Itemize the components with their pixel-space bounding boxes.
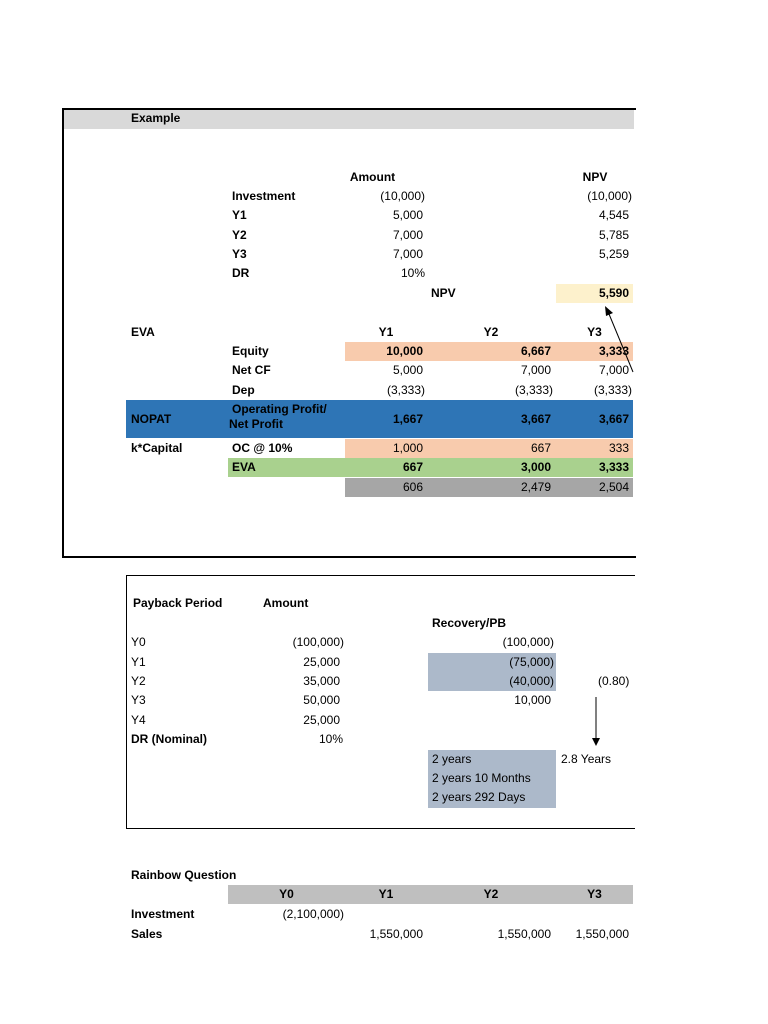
equity-y1: 10,000 (386, 344, 423, 358)
payback-col-amount: Amount (263, 596, 309, 610)
kcap-y3: 333 (608, 441, 629, 455)
pv-row-y2: 2,479 (520, 480, 551, 494)
arrow-npv-icon (600, 300, 640, 380)
pv-row-y3: 2,504 (598, 480, 629, 494)
rainbow-header-y0: Y0 (279, 887, 294, 901)
payback-amount-y4: 25,000 (303, 713, 340, 727)
payback-recovery-y3: 10,000 (514, 693, 551, 707)
dep-y3: (3,333) (593, 383, 632, 397)
nopat-y2: 3,667 (520, 412, 551, 426)
kcap-y2: 667 (530, 441, 551, 455)
netcf-label: Net CF (232, 363, 271, 377)
row-label-dr: DR (232, 266, 250, 280)
dep-y1: (3,333) (386, 383, 425, 397)
npv-y1: 4,545 (598, 208, 629, 222)
payback-amount-dr: 10% (318, 732, 343, 746)
arrow-down-icon (588, 695, 604, 749)
rainbow-header-y3: Y3 (587, 887, 602, 901)
rainbow-header-y2: Y2 (483, 887, 499, 901)
equity-y2: 6,667 (520, 344, 551, 358)
rainbow-investment-y0: (2,100,000) (282, 907, 344, 921)
npv-total-value: 5,590 (598, 286, 629, 300)
payback-title: Payback Period (133, 596, 223, 610)
nopat-label: NOPAT (131, 412, 172, 426)
netcf-y2: 7,000 (520, 363, 551, 377)
result-years-months: 2 years 10 Months (432, 771, 531, 785)
kcap-y1: 1,000 (392, 441, 423, 455)
netcf-y3: 7,000 (598, 363, 629, 377)
kcap-label: k*Capital (131, 441, 183, 455)
payback-amount-y0: (100,000) (292, 635, 344, 649)
payback-col-recovery: Recovery/PB (432, 616, 507, 630)
nopat-y1: 1,667 (392, 412, 423, 426)
payback-label-y1: Y1 (131, 655, 146, 669)
nopat-desc-line2: Net Profit (229, 417, 283, 431)
rainbow-investment-label: Investment (131, 907, 195, 921)
dep-label: Dep (232, 383, 255, 397)
rainbow-sales-y1: 1,550,000 (369, 927, 423, 941)
npv-y2: 5,785 (598, 228, 629, 242)
amount-y3: 7,000 (392, 247, 423, 261)
payback-box (126, 575, 635, 829)
payback-label-y2: Y2 (131, 674, 146, 688)
kcap-desc: OC @ 10% (232, 441, 293, 455)
example-title: Example (131, 111, 181, 125)
amount-y1: 5,000 (392, 208, 423, 222)
amount-dr: 10% (400, 266, 425, 280)
rainbow-sales-y2: 1,550,000 (497, 927, 551, 941)
payback-ratio: (0.80) (598, 674, 630, 688)
eva-row-y1: 667 (402, 460, 423, 474)
equity-y3: 3,333 (598, 344, 629, 358)
amount-investment: (10,000) (380, 189, 425, 203)
payback-amount-y3: 50,000 (303, 693, 340, 707)
row-label-y1: Y1 (232, 208, 247, 222)
netcf-y1: 5,000 (392, 363, 423, 377)
eva-row-y2: 3,000 (520, 460, 551, 474)
payback-label-y3: Y3 (131, 693, 146, 707)
payback-amount-y1: 25,000 (303, 655, 340, 669)
nopat-y3: 3,667 (598, 412, 629, 426)
result-years: 2 years (432, 752, 472, 766)
eva-header-y3: Y3 (587, 325, 602, 339)
eva-header-y1: Y1 (378, 325, 394, 339)
eva-section-label: EVA (131, 325, 155, 339)
payback-label-dr: DR (Nominal) (131, 732, 207, 746)
equity-label: Equity (232, 344, 269, 358)
col-amount-header: Amount (349, 170, 396, 184)
eva-row-y3: 3,333 (598, 460, 629, 474)
years-result: 2.8 Years (561, 752, 612, 766)
dep-y2: (3,333) (514, 383, 553, 397)
row-label-y3: Y3 (232, 247, 247, 261)
payback-label-y4: Y4 (131, 713, 146, 727)
npv-y3: 5,259 (598, 247, 629, 261)
eva-row-label: EVA (232, 460, 256, 474)
rainbow-header-y1: Y1 (378, 887, 394, 901)
pv-row-y1: 606 (402, 480, 423, 494)
payback-recovery-y1: (75,000) (509, 655, 554, 669)
payback-recovery-y0: (100,000) (502, 635, 554, 649)
row-label-y2: Y2 (232, 228, 247, 242)
amount-y2: 7,000 (392, 228, 423, 242)
payback-amount-y2: 35,000 (303, 674, 340, 688)
npv-investment: (10,000) (587, 189, 632, 203)
eva-header-y2: Y2 (483, 325, 499, 339)
rainbow-sales-label: Sales (131, 927, 163, 941)
nopat-desc-line1: Operating Profit/ (232, 402, 327, 416)
payback-label-y0: Y0 (131, 635, 146, 649)
row-label-investment: Investment (232, 189, 296, 203)
npv-total-label: NPV (431, 286, 456, 300)
payback-recovery-y2: (40,000) (509, 674, 554, 688)
result-years-days: 2 years 292 Days (432, 790, 526, 804)
rainbow-title: Rainbow Question (131, 868, 237, 882)
col-npv-header: NPV (582, 170, 608, 184)
rainbow-sales-y3: 1,550,000 (575, 927, 629, 941)
